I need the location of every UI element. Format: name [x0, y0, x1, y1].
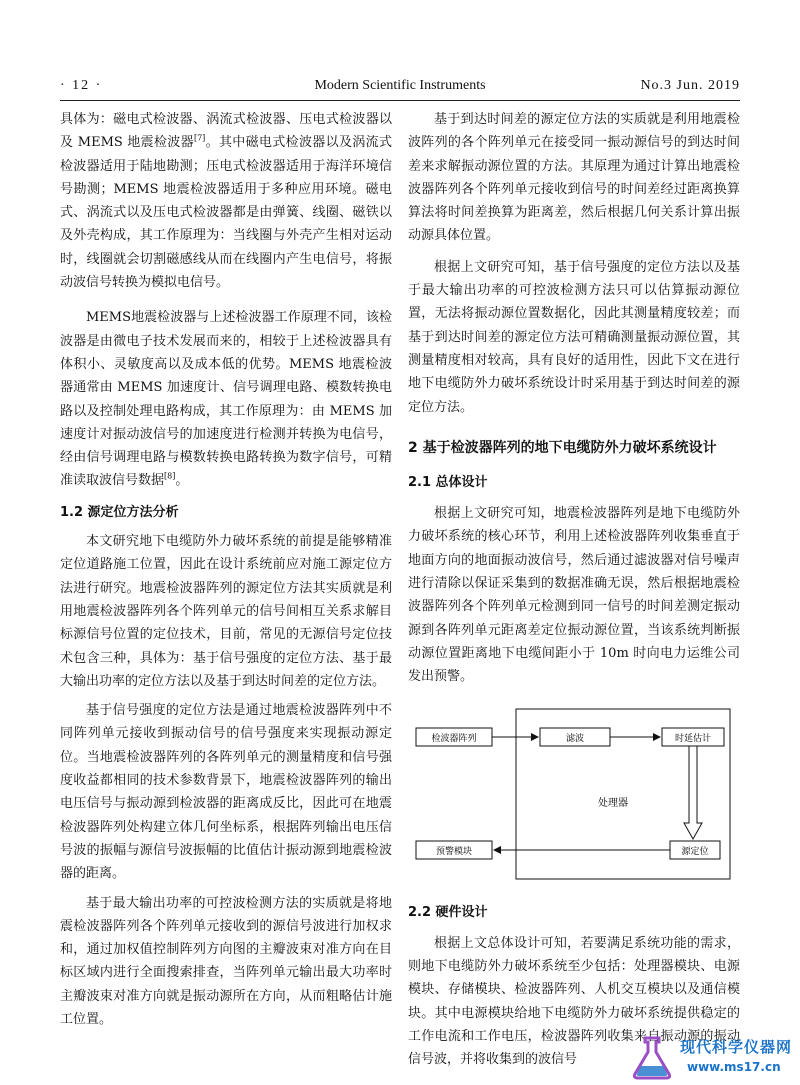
paragraph: 基于信号强度的定位方法是通过地震检波器阵列中不同阵列单元接收到振动信号的信号强度来实现振动源定位。当地震检波器阵列的各阵列单元的测量精度和信号强度收益都相同的技术参数背景下，地震检波器阵列的输出电压信号与振动源到检波器的距离成反比，因此可在地震检波器阵列处构建立体几何坐标系，根据阵列输出电压信号波的振幅与源信号波振幅的比值估计振动源到地震检波器的距离。 — [60, 703, 392, 882]
diagram-svg — [408, 701, 740, 891]
site-watermark — [625, 1030, 800, 1085]
arrow-delay-to-location — [684, 746, 702, 839]
paragraph: 根据上文研究可知，地震检波器阵列是地下电缆防外力破坏系统的核心环节，利用上述检波器阵列收集垂直于地面方向的地面振动波信号，然后通过滤波器对信号噪声进行清除以保证采集到的数据准确无误，然后根据地震检波器阵列各个阵列单元检测到同一信号的时间差测定振动源到各阵列单元距离差定位振动源位置，当该系统判断振动源位置距离地下电缆间距小于 10m 时向电力运维公司发出预警。 — [408, 506, 740, 685]
section-heading-2-2: 2.2 硬件设计 — [408, 904, 488, 920]
system-block-diagram — [408, 701, 740, 891]
issue-info: No.3 Jun. 2019 — [640, 78, 740, 93]
page-header — [60, 78, 740, 98]
paragraph — [60, 306, 392, 492]
paragraph: 基于到达时间差的源定位方法的实质就是利用地震检波阵列的各个阵列单元在接受同一振动源信号的到达时间差来求解振动源位置的方法。其原理为通过计算出地震检波器阵列各个阵列单元接收到信号的时间差经过距离换算算法将时间差换算为距离差，然后根据几何关系计算出振动源具体位置。 — [408, 112, 740, 244]
section-heading-2: 2 基于检波器阵列的地下电缆防外力破坏系统设计 — [408, 439, 717, 456]
watermark-url: www.ms17.cn — [687, 1060, 781, 1074]
journal-name: Modern Scientific Instruments — [314, 78, 486, 93]
section-heading-2-1: 2.1 总体设计 — [408, 474, 488, 490]
processor-label: 处理器 — [598, 797, 628, 809]
paragraph: 根据上文总体设计可知，若要满足系统功能的需求，则地下电缆防外力破坏系统至少包括：处理器模块、电源模块、存储模块、检波器阵列、人机交互模块以及通信模块。其中电源模块给地下电缆防外力破坏系统提供稳定的工作电流和工作电压，检波器阵列收集来自振动源的振动信号波，并将收集到的波信号 — [408, 935, 740, 1068]
reference-7: [7] — [193, 133, 206, 143]
source-location-label: 源定位 — [681, 846, 709, 857]
paragraph: 基于最大输出功率的可控波检测方法的实质就是将地震检波器阵列各个阵列单元接收到的源信号波进行加权求和，通过加权值控制阵列方向图的主瓣波束对准方向在目标区域内进行全面搜索排查，当阵列单元输出最大功率时主瓣波束对准方向就是振动源所在方向，从而粗略估计施工位置。 — [60, 895, 392, 1027]
left-column — [60, 108, 392, 1031]
flask-logo-icon — [627, 1032, 677, 1082]
paragraph: 本文研究地下电缆防外力破坏系统的前提是能够精准定位道路施工位置，因此在设计系统前应对施工源定位方法进行研究。地震检波器阵列的源定位方法其实质就是利用地震检波器阵列各个阵列单元的信号间相互关系求解目标源信号位置的定位技术，目前，常见的无源信号定位技术包含三种，具体为：基于信号强度的定位方法、基于最大输出功率的定位方法以及基于到达时间差的定位方法。 — [60, 534, 392, 689]
paragraph — [60, 108, 392, 294]
paragraph-text: 具体为：磁电式检波器、涡流式检波器、压电式检波器以及 MEMS 地震检波器 — [60, 112, 392, 151]
right-column — [408, 108, 740, 1072]
alarm-module-label: 预警模块 — [435, 846, 473, 857]
page-number: · 12 · — [60, 78, 103, 93]
reference-8: [8] — [164, 472, 176, 482]
paragraph-text: 。其中磁电式检波器以及涡流式检波器适用于陆地勘测；压电式检波器适用于海洋环境信号勘测；MEMS 地震检波器适用于多种应用环境。磁电式、涡流式以及压电式检波器都是由弹簧、线圈、磁铁以及外壳构成，其工作原理为：当线圈与外壳产生相对运动时，线圈就会切割磁感线从而在线圈内产生电信号，将振动波信号转换为模拟电信号。 — [60, 135, 392, 291]
filter-label: 滤波 — [565, 733, 585, 744]
paragraph-text: MEMS地震检波器与上述检波器工作原理不同，该检波器是由微电子技术发展而来的，相较于上述检波器具有体积小、灵敏度高以及成本低的优势。MEMS 地震检波器通常由 MEMS 加速度计、信号调理电路、模数转换电路以及控制处理电路构成，其工作原理为：由 MEMS 加速度计对振动波信号的加速度进行检测并转换为电信号，经由信号调理电路与模数转换电路转换为数字信号，可精准读取波信号数据 — [60, 310, 392, 489]
section-heading-1-2: 1.2 源定位方法分析 — [60, 504, 179, 520]
paragraph: 根据上文研究可知，基于信号强度的定位方法以及基于最大输出功率的可控波检测方法只可以估算振动源位置，无法将振动源位置数据化，因此其测量精度较差；而基于到达时间差的源定位方法可精确测量振动源位置，其测量精度相对较高，具有良好的适用性，因此下文在进行地下电缆防外力破坏系统设计时采用基于到达时间差的源定位方法。 — [408, 259, 740, 415]
header-rule — [60, 100, 740, 101]
watermark-site-name: 现代科学仪器网 — [680, 1038, 793, 1056]
delay-estimation-label: 时延估计 — [674, 733, 712, 744]
detector-array-label: 检波器阵列 — [431, 733, 477, 744]
paragraph-text: 。 — [175, 473, 189, 489]
